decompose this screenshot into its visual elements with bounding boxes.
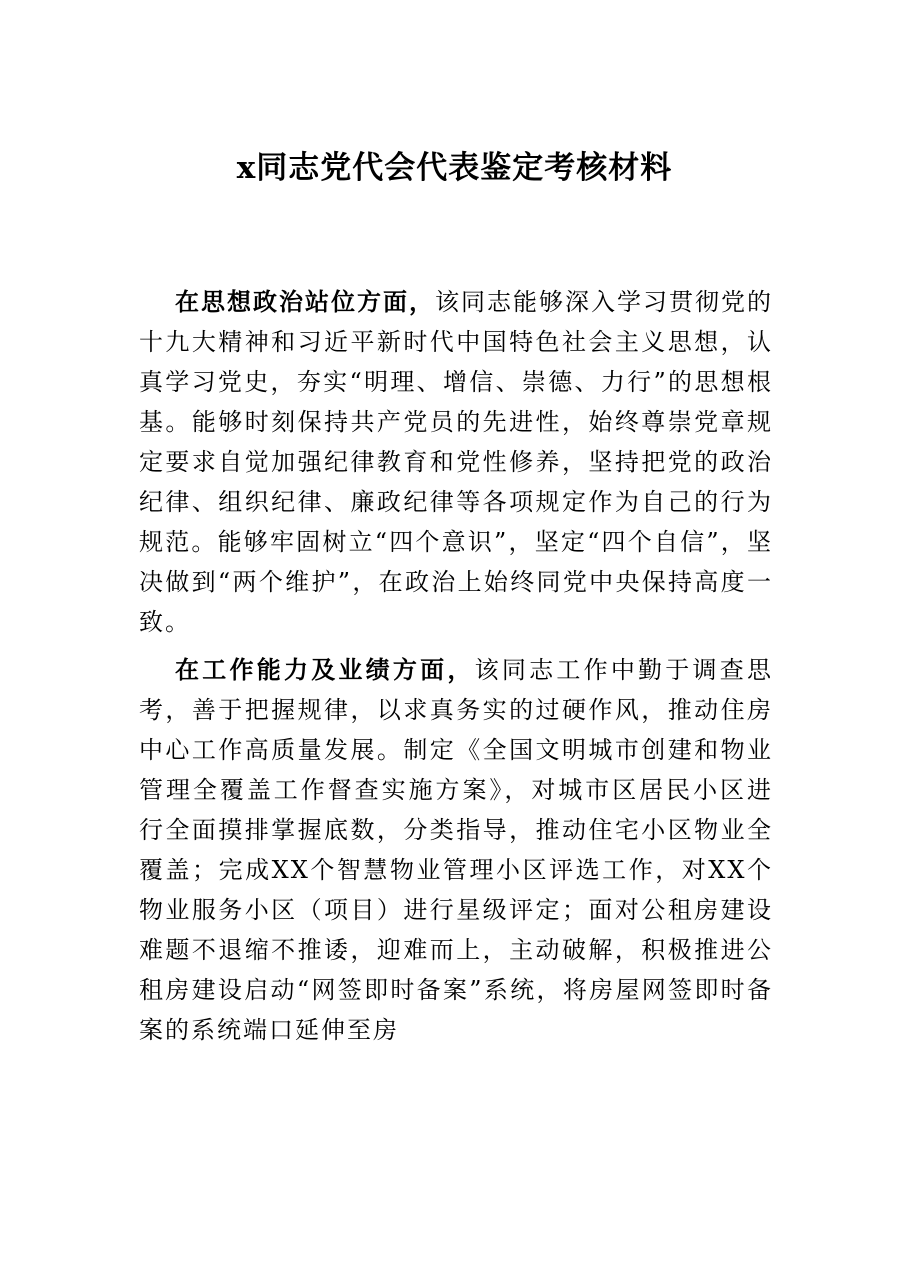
paragraph-text: 该同志能够深入学习贯彻党的十九大精神和习近平新时代中国特色社会主义思想，认真学习党史，夯实“明理、增信、崇德、力行”的思想根基。能够时刻保持共产党员的先进性，始终尊崇党章规定要求自觉加强纪律教育和党性修养，坚持把党的政治纪律、组织纪律、廉政纪律等各项规定作为自己的行为规范。能够牢固树立“四个意识”，坚定“四个自信”，坚决做到“两个维护”，在政治上始终同党中央保持高度一致。: [139, 288, 773, 636]
paragraph-text: 该同志工作中勤于调查思考，善于把握规律，以求真务实的过硬作风，推动住房中心工作高质量发展。制定《全国文明城市创建和物业管理全覆盖工作督查实施方案》，对城市区居民小区进行全面摸排掌握底数，分类指导，推动住宅小区物业全覆盖；完成XX个智慧物业管理小区评选工作，对XX个物业服务小区（项目）进行星级评定；面对公租房建设难题不退缩不推诿，迎难而上，主动破解，积极推进公租房建设启动“网签即时备案”系统，将房屋网签即时备案的系统端口延伸至房: [139, 656, 774, 1044]
paragraph-political-stance: [139, 282, 773, 642]
paragraph-lead: 在思想政治站位方面，: [175, 287, 435, 316]
document-title: x同志党代会代表鉴定考核材料: [236, 150, 673, 186]
paragraph-lead: 在工作能力及业绩方面，: [175, 655, 475, 684]
document-body: [139, 282, 773, 1058]
paragraph-work-performance: [139, 650, 773, 1050]
